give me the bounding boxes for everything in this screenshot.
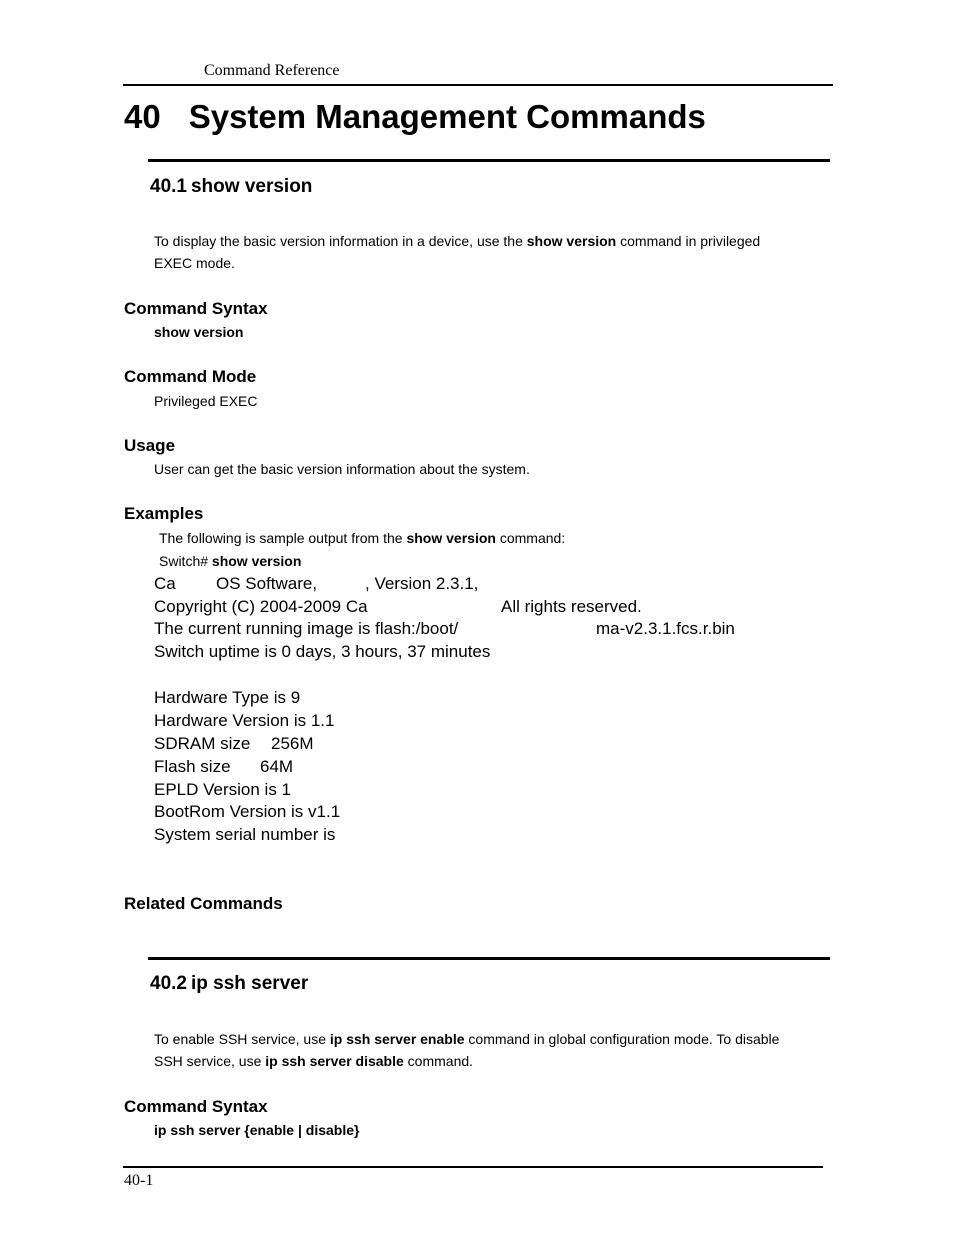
page-number: 40-1 <box>124 1172 154 1189</box>
command-mode-heading: Command Mode <box>124 367 257 386</box>
output-line-1a: Ca <box>154 574 176 593</box>
command-syntax: show version <box>154 324 244 340</box>
output-hw-type: Hardware Type is 9 <box>154 688 301 707</box>
output-line-3b: ma-v2.3.1.fcs.r.bin <box>596 619 735 638</box>
section-title: ip ssh server <box>190 973 309 994</box>
command-syntax-2: ip ssh server {enable | disable} <box>154 1122 360 1138</box>
output-sdram-value: 256M <box>271 734 314 753</box>
chapter-number: 40 <box>124 98 161 135</box>
related-commands-heading: Related Commands <box>124 894 283 913</box>
section-heading-40-1 <box>150 176 312 198</box>
chapter-title-text: System Management Commands <box>188 98 706 135</box>
section-number: 40.2 <box>150 973 187 994</box>
section-rule <box>148 957 830 960</box>
output-flash-label: Flash size <box>154 757 231 776</box>
output-line-4: Switch uptime is 0 days, 3 hours, 37 minutes <box>154 642 491 661</box>
command-mode: Privileged EXEC <box>154 393 258 409</box>
section-title: show version <box>190 176 313 197</box>
chapter-title <box>124 98 706 136</box>
output-hw-version: Hardware Version is 1.1 <box>154 711 335 730</box>
section-heading-40-2 <box>150 973 308 995</box>
running-header: Command Reference <box>204 62 340 79</box>
examples-heading: Examples <box>124 504 204 523</box>
usage-heading: Usage <box>124 436 176 455</box>
output-flash-value: 64M <box>260 757 294 776</box>
command-syntax-heading-2: Command Syntax <box>124 1097 268 1116</box>
chapter-rule <box>148 159 830 162</box>
examples-intro: The following is sample output from the show version command: <box>159 530 566 546</box>
section1-intro: To display the basic version information in a device, use the show version command in privileged EXEC mode. <box>154 233 761 271</box>
output-sdram-label: SDRAM size <box>154 734 251 753</box>
footer-rule <box>123 1166 823 1168</box>
output-line-3a: The current running image is flash:/boot/ <box>154 619 459 638</box>
output-line-2b: All rights reserved. <box>501 597 642 616</box>
output-epld: EPLD Version is 1 <box>154 780 292 799</box>
output-line-1c: , Version 2.3.1, <box>365 574 479 593</box>
example-prompt: Switch# show version <box>159 553 302 569</box>
output-serial: System serial number is <box>154 825 336 844</box>
section2-intro: To enable SSH service, use ip ssh server enable command in global configuration mode. To disable SSH service, use ip ssh server disable command. <box>154 1031 780 1069</box>
section-number: 40.1 <box>150 176 187 197</box>
output-line-1b: OS Software, <box>216 574 318 593</box>
output-line-2a: Copyright (C) 2004-2009 Ca <box>154 597 368 616</box>
output-bootrom: BootRom Version is v1.1 <box>154 802 341 821</box>
command-syntax-heading: Command Syntax <box>124 299 268 318</box>
header-rule <box>123 84 833 86</box>
usage-text: User can get the basic version information about the system. <box>154 461 530 477</box>
